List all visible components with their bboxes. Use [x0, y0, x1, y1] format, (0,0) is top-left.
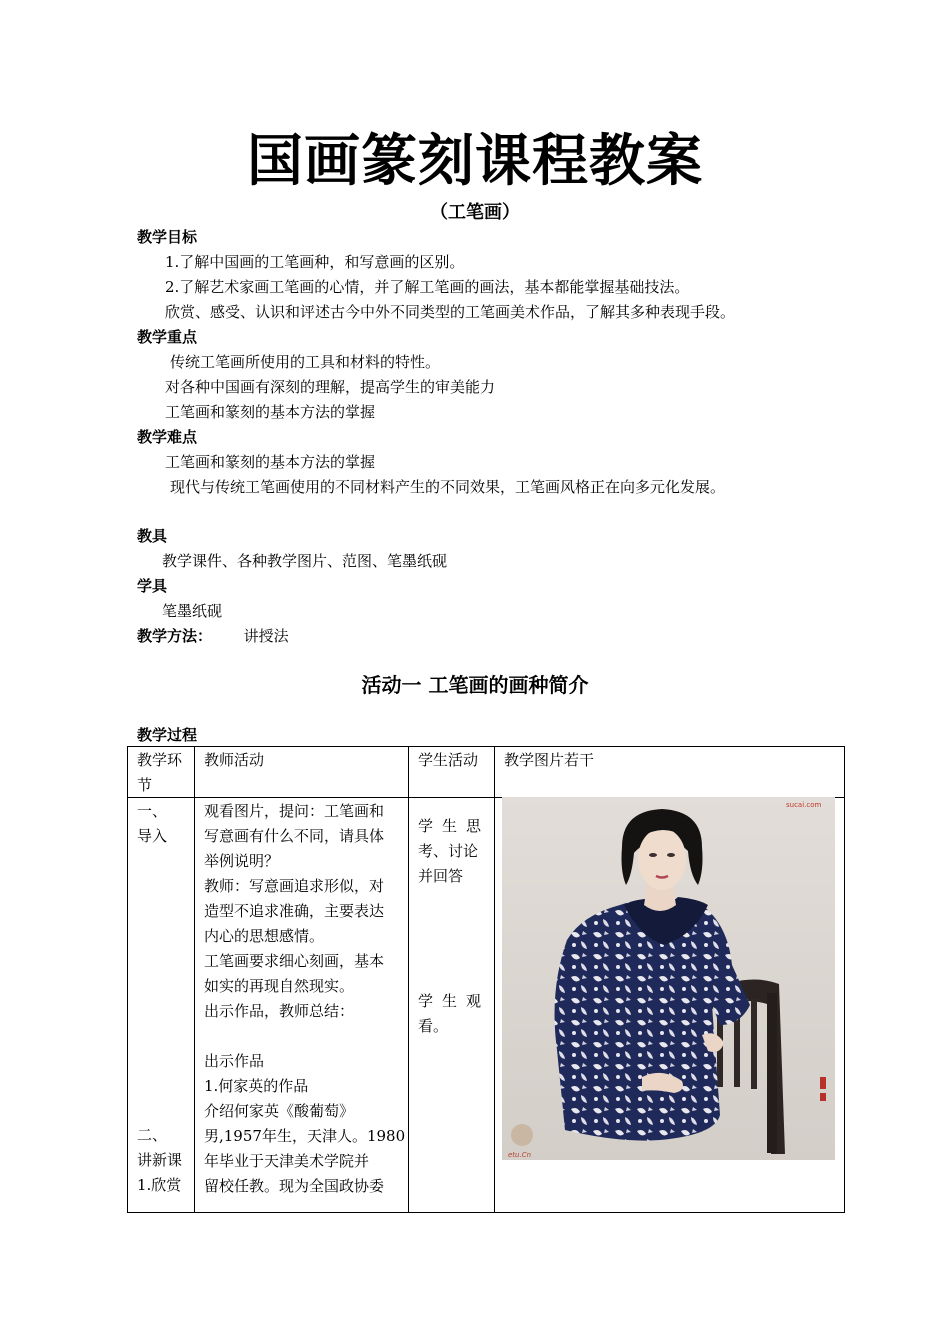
objective-item: 1.了解中国画的工笔画种，和写意画的区别。	[165, 253, 465, 271]
key-point-item: 传统工笔画所使用的工具和材料的特性。	[170, 353, 441, 371]
watermark-logo	[511, 1124, 533, 1146]
difficulties-heading: 教学难点	[137, 428, 198, 446]
gongbi-painting-image	[502, 797, 835, 1160]
activity-title: 活动一 工笔画的画种简介	[361, 673, 589, 697]
key-point-item: 对各种中国画有深刻的理解，提高学生的审美能力	[165, 378, 496, 396]
teacher-activity: 观看图片，提问：工笔画和 写意画有什么不同，请具体 举例说明？ 教师：写意画追求形似，对 造型不追求准确，主要表达 内心的思想感情。 工笔画要求细心刻画，基本 如实的再现自然现实。 出示作品，教师总结： 出示作品 1.何家英的作品 介绍何家英《酸葡萄》 男,1957年生，天津人。1980 年毕业于天津美术学院并 留校任教。现为全国政协委	[204, 802, 406, 1195]
process-table	[127, 746, 845, 1213]
process-heading: 教学过程	[137, 726, 198, 744]
chair-post	[767, 993, 777, 1153]
document-subtitle: （工笔画）	[430, 202, 520, 223]
student-activity-watch: 学生观 看。	[418, 992, 491, 1035]
student-tools-heading: 学具	[137, 577, 168, 595]
table-header-student: 学生活动	[418, 751, 479, 769]
student-tools-text: 笔墨纸砚	[162, 602, 223, 620]
key-point-item: 工笔画和篆刻的基本方法的掌握	[165, 403, 376, 421]
table-header-images: 教学图片若干	[504, 751, 595, 769]
objective-item: 2.了解艺术家画工笔画的心情，并了解工笔画的画法，基本都能掌握基础技法。	[165, 278, 690, 296]
table-border	[194, 746, 195, 1213]
table-border	[127, 1212, 845, 1213]
table-border	[127, 746, 845, 747]
stage-intro: 一、 导入	[137, 802, 168, 845]
difficulty-item: 现代与传统工笔画使用的不同材料产生的不同效果，工笔画风格正在向多元化发展。	[170, 478, 726, 496]
method-line	[137, 625, 289, 647]
table-border	[127, 746, 128, 1213]
key-points-heading: 教学重点	[137, 328, 198, 346]
teaching-tools-text: 教学课件、各种教学图片、范图、笔墨纸砚	[162, 552, 448, 570]
teaching-tools-heading: 教具	[137, 527, 168, 545]
table-header-stage: 教学环节	[137, 751, 183, 794]
stage-lecture: 二、 讲新课 1.欣赏	[137, 1126, 183, 1194]
student-activity-think: 学生思 考、讨论 并回答	[418, 817, 491, 885]
objectives-heading: 教学目标	[137, 228, 198, 246]
table-border	[494, 746, 495, 1213]
table-header-teacher: 教师活动	[204, 751, 265, 769]
watermark-bottom: etu.Cn	[508, 1151, 532, 1159]
document-title: 国画篆刻课程教案	[247, 129, 703, 194]
table-border	[408, 746, 409, 1213]
table-border	[844, 746, 845, 1213]
method-label: 教学方法：	[137, 627, 213, 645]
difficulty-item: 工笔画和篆刻的基本方法的掌握	[165, 453, 376, 471]
watermark-top: sucai.com	[786, 801, 822, 809]
objective-item: 欣赏、感受、认识和评述古今中外不同类型的工笔画美术作品，了解其多种表现手段。	[165, 303, 736, 321]
method-value: 讲授法	[243, 627, 289, 645]
seal-stamp	[820, 1077, 826, 1089]
figure-face	[638, 828, 686, 890]
